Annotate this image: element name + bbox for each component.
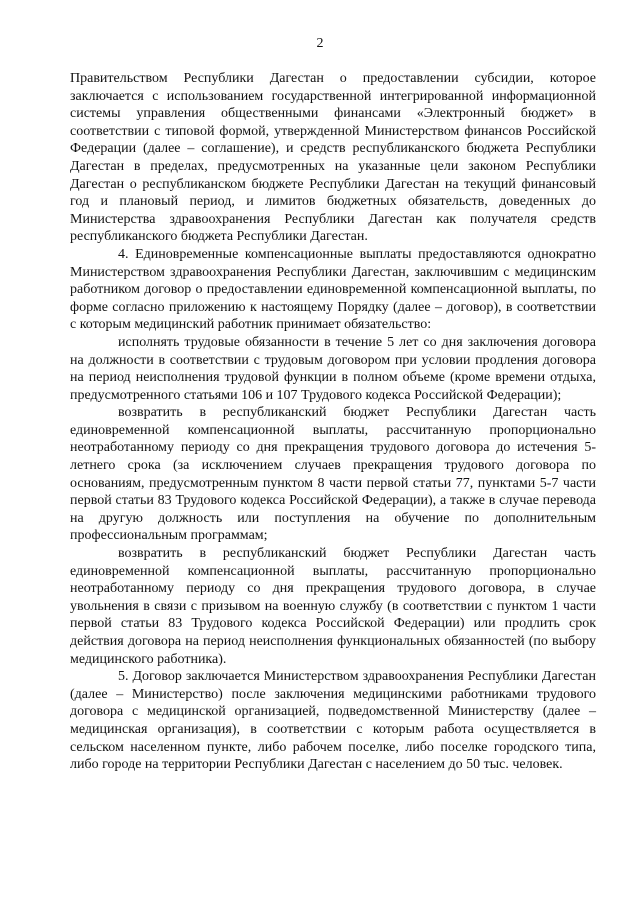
paragraph-item-5: 5. Договор заключается Министерством здравоохранения Республики Дагестан (далее – Министерство) после заключения медицинскими работниками трудового договора с медицинской организацией, подведомственной Министерству (далее – медицинская организация), в соответствии с которым работа осуществляется в сельском населенном пункте, либо рабочем поселке, либо поселке городского типа, либо городе на территории Республики Дагестан с населением до 50 тыс. человек. <box>70 669 596 773</box>
document-body <box>70 70 596 774</box>
paragraph-subsidy-agreement: Правительством Республики Дагестан о предоставлении субсидии, которое заключается с использованием государственной интегрированной информационной системы управления общественными финансами «Электронный бюджет» в соответствии с типовой формой, утвержденной Министерством финансов Российской Федерации (далее – соглашение), и средств республиканского бюджета Республики Дагестан в пределах, предусмотренных на указанные цели законом Республики Дагестан о республиканском бюджете Республики Дагестан на текущий финансовый год и плановый период, и лимитов бюджетных обязательств, доведенных до Министерства здравоохранения Республики Дагестан как получателя средств республиканского бюджета Республики Дагестан. <box>70 71 596 245</box>
page-number: 2 <box>316 36 324 51</box>
paragraph-obligation-return-payment: возвратить в республиканский бюджет Республики Дагестан часть единовременной компенсационной выплаты, рассчитанную пропорционально неотработанному периоду со дня прекращения трудового договора до истечения 5-летнего срока (за исключением случаев прекращения трудового договора по основаниям, предусмотренным пунктом 8 части первой статьи 77, пунктами 5-7 части первой статьи 83 Трудового кодекса Российской Федерации), а также в случае перевода на другую должность или поступления на обучение по дополнительным профессиональным программам; <box>70 405 596 544</box>
paragraph-obligation-work-duties: исполнять трудовые обязанности в течение 5 лет со дня заключения договора на должности в соответствии с трудовым договором при условии продления договора на период неисполнения трудовой функции в полном объеме (кроме времени отдыха, предусмотренного статьями 106 и 107 Трудового кодекса Российской Федерации); <box>70 334 596 403</box>
paragraph-obligation-military-service: возвратить в республиканский бюджет Республики Дагестан часть единовременной компенсационной выплаты, рассчитанную пропорционально неотработанному периоду со дня прекращения трудового договора, в случае увольнения в связи с призывом на военную службу (в соответствии с пунктом 1 части первой статьи 83 Трудового кодекса Российской Федерации) или продлить срок действия договора на период неисполнения функциональных обязанностей (по выбору медицинского работника). <box>70 546 596 667</box>
paragraph-item-4: 4. Единовременные компенсационные выплаты предоставляются однократно Министерством здравоохранения Республики Дагестан, заключившим с медицинским работником договор о предоставлении единовременной компенсационной выплаты, по форме согласно приложению к настоящему Порядку (далее – договор), в соответствии с которым медицинский работник принимает обязательство: <box>70 246 596 333</box>
